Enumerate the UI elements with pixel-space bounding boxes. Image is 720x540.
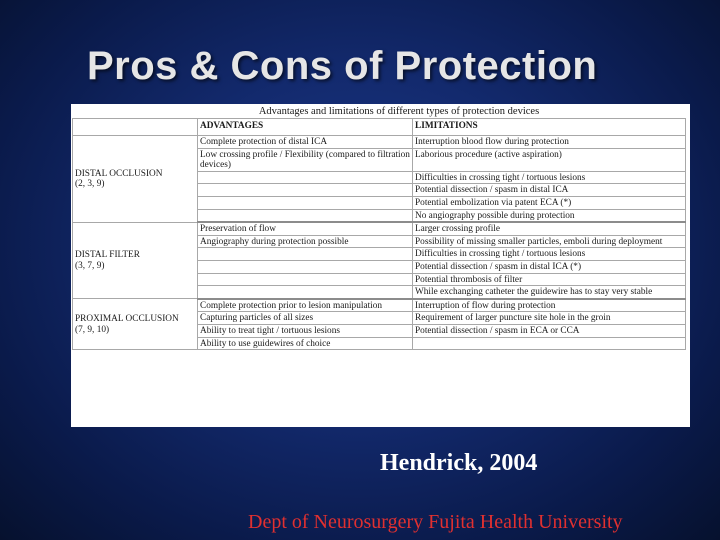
limitation-cell: Laborious procedure (active aspiration) xyxy=(413,148,686,171)
advantage-cell: Ability to treat tight / tortuous lesions xyxy=(198,324,413,337)
device-type-name: PROXIMAL OCCLUSION xyxy=(75,314,179,325)
table-row xyxy=(73,222,686,235)
header-cell: ADVANTAGES xyxy=(198,119,413,136)
advantage-cell: Angiography during protection possible xyxy=(198,235,413,248)
table-row xyxy=(73,136,686,149)
limitation-cell: Potential dissection / spasm in distal ICA xyxy=(413,184,686,197)
limitation-cell: Requirement of larger puncture site hole in the groin xyxy=(413,312,686,325)
limitation-cell: Larger crossing profile xyxy=(413,222,686,235)
table-caption: Advantages and limitations of different types of protection devices xyxy=(258,106,540,117)
advantage-cell xyxy=(198,184,413,197)
advantage-cell: Ability to use guidewires of choice xyxy=(198,337,413,350)
advantage-cell xyxy=(198,171,413,184)
advantage-cell: Low crossing profile / Flexibility (compared to filtration devices) xyxy=(198,148,413,171)
advantage-cell: Preservation of flow xyxy=(198,222,413,235)
table-header-row xyxy=(73,119,686,136)
advantage-cell xyxy=(198,209,413,222)
advantage-cell xyxy=(198,196,413,209)
limitation-cell: Potential embolization via patent ECA (*) xyxy=(413,196,686,209)
limitation-cell: Interruption blood flow during protection xyxy=(413,136,686,149)
header-cell: LIMITATIONS xyxy=(413,119,686,136)
limitation-cell: Difficulties in crossing tight / tortuous lesions xyxy=(413,171,686,184)
limitation-cell xyxy=(413,337,686,350)
advantage-cell: Complete protection prior to lesion manipulation xyxy=(198,299,413,312)
limitation-cell: Possibility of missing smaller particles, emboli during deployment xyxy=(413,235,686,248)
device-type-cell xyxy=(73,136,198,223)
advantage-cell xyxy=(198,248,413,261)
device-type-name: DISTAL OCCLUSION xyxy=(75,168,163,179)
slide-title: Pros & Cons of Protection xyxy=(87,44,598,88)
device-type-refs: (2, 3, 9) xyxy=(75,179,105,190)
device-type-cell xyxy=(73,299,198,350)
comparison-table xyxy=(72,118,686,350)
advantage-cell xyxy=(198,286,413,299)
limitation-cell: No angiography possible during protection xyxy=(413,209,686,222)
device-type-refs: (3, 7, 9) xyxy=(75,260,105,271)
device-type-name: DISTAL FILTER xyxy=(75,250,140,261)
advantage-cell: Capturing particles of all sizes xyxy=(198,312,413,325)
limitation-cell: Potential thrombosis of filter xyxy=(413,273,686,286)
limitation-cell: Interruption of flow during protection xyxy=(413,299,686,312)
citation: Hendrick, 2004 xyxy=(380,450,538,476)
limitation-cell: Potential dissection / spasm in ECA or CCA xyxy=(413,324,686,337)
table-image xyxy=(71,104,690,427)
limitation-cell: While exchanging catheter the guidewire has to stay very stable xyxy=(413,286,686,299)
table-body xyxy=(73,136,686,350)
limitation-cell: Potential dissection / spasm in distal ICA (*) xyxy=(413,260,686,273)
advantage-cell xyxy=(198,260,413,273)
advantage-cell: Complete protection of distal ICA xyxy=(198,136,413,149)
device-type-refs: (7, 9, 10) xyxy=(75,324,110,335)
footer-affiliation: Dept of Neurosurgery Fujita Health University xyxy=(248,511,623,533)
header-cell xyxy=(73,119,198,136)
limitation-cell: Difficulties in crossing tight / tortuous lesions xyxy=(413,248,686,261)
table-row xyxy=(73,299,686,312)
advantage-cell xyxy=(198,273,413,286)
device-type-cell xyxy=(73,222,198,299)
